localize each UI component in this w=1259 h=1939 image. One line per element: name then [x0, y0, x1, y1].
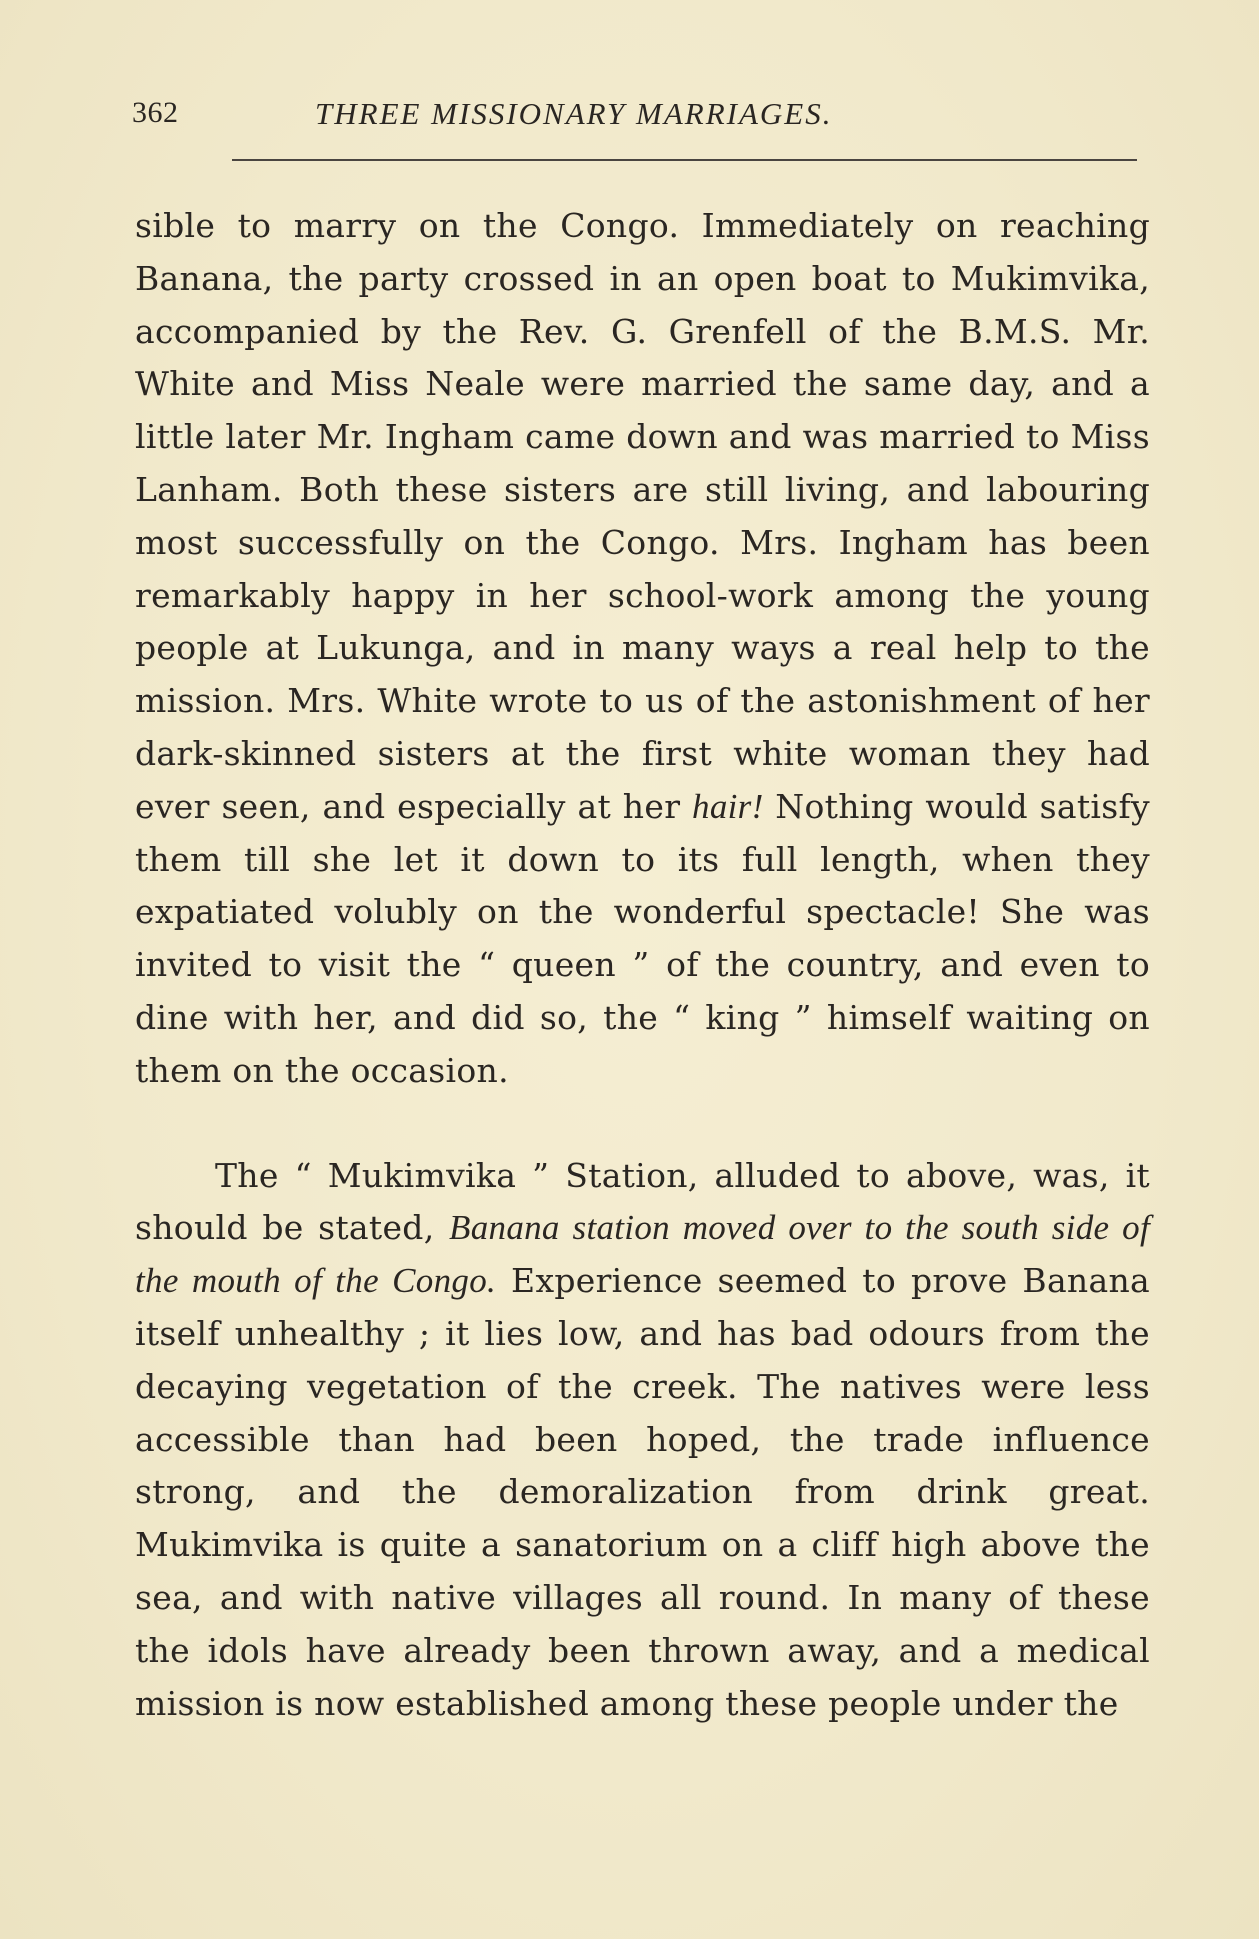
paragraph-1-text-b: Nothing would satisfy them till she let it down to its full length, when they expatiated volubly on the wonderful spectacle! She was invited to visit the “ queen ” of the country, and even to dine with her, and did so, the “ king ” himself waiting on them on the occasion. — [135, 786, 1150, 1090]
paragraph-2-emphasis: Banana station moved over to the south side of the mouth of the Congo. — [135, 1208, 1150, 1301]
paragraph-1 — [135, 200, 1150, 1098]
paragraph-2 — [135, 1150, 1150, 1731]
header-rule — [232, 159, 1137, 161]
paragraph-2-text-a: The “ Mukimvika ” Station, alluded to above, was, it should be stated, — [135, 1155, 1150, 1248]
running-head — [132, 96, 1152, 146]
running-title: THREE MISSIONARY MARRIAGES. — [315, 96, 833, 131]
paragraph-1-emphasis: hair! — [692, 786, 764, 826]
paragraph-2-text-b: Experience seemed to prove Banana itself unhealthy ; it lies low, and has bad odours from the decaying vegetation of the creek. The natives were less accessible than had been hoped, the trade influence strong, and the demoralization from drink great. Mukimvika is quite a sanatorium on a cliff high above the sea, and with native villages all round. In many of these the idols have already been thrown away, and a medical mission is now established among these people under the — [135, 1261, 1150, 1723]
body-text — [135, 200, 1150, 1730]
paragraph-1-text-a: sible to marry on the Congo. Immediately on reaching Banana, the party crossed in an open boat to Mukimvika, accompanied by the Rev. G. Grenfell of the B.M.S. Mr. White and Miss Neale were married the same day, and a little later Mr. Ingham came down and was married to Miss Lanham. Both these sisters are still living, and labouring most successfully on the Congo. Mrs. Ingham has been remarkably happy in her school-work among the young people at Lukunga, and in many ways a real help to the mission. Mrs. White wrote to us of the astonishment of her dark-skinned sisters at the first white woman they had ever seen, and especially at her — [135, 206, 1150, 826]
page-number: 362 — [132, 96, 179, 129]
